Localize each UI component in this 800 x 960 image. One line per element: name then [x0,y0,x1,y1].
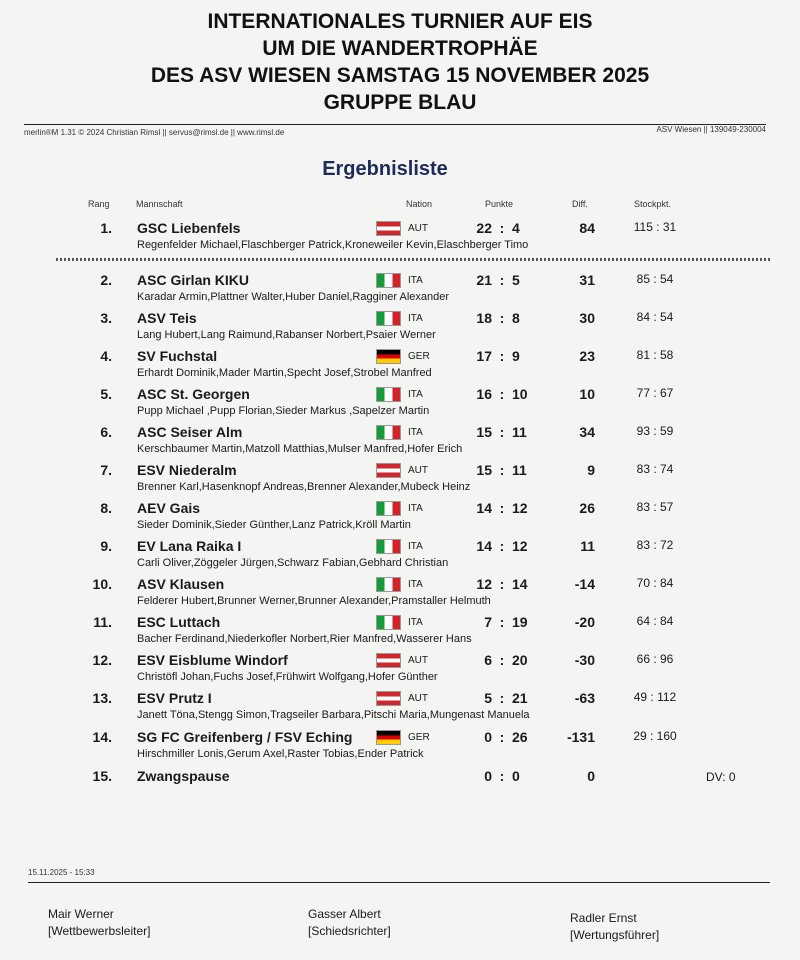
ita-flag-icon [376,501,401,516]
points-separator: : [499,348,505,364]
rank-cell: 14. [92,729,112,745]
player-list: Sieder Dominik,Sieder Günther,Lanz Patrick,Kröll Martin [137,519,411,531]
diff-cell: -63 [574,690,595,706]
diff-cell: 11 [580,538,595,554]
nation-code: GER [408,351,430,362]
diff-cell: 84 [579,220,595,236]
rank-cell: 13. [92,690,112,706]
diff-cell: 0 [587,768,595,784]
ger-flag-icon [376,730,401,745]
ita-flag-icon [376,615,401,630]
ita-flag-icon [376,311,401,326]
signature-role: [Wettbewerbsleiter] [48,924,151,938]
stock-points-cell: 64 : 84 [636,614,674,628]
points-lost: 21 [512,690,528,706]
ita-flag-icon [376,577,401,592]
points-won: 14 [476,538,492,554]
team-name: AEV Gais [137,500,201,516]
table-row [0,729,800,767]
points-lost: 8 [512,310,520,326]
rank-cell: 10. [92,576,112,592]
table-row [0,652,800,690]
points-lost: 19 [512,614,528,630]
player-list: Lang Hubert,Lang Raimund,Rabanser Norbert,Psaier Werner [137,329,436,341]
points-lost: 9 [512,348,520,364]
points-separator: : [499,729,505,745]
diff-cell: 34 [579,424,595,440]
stock-points-cell: 83 : 57 [636,500,674,514]
stock-points-cell: 85 : 54 [636,272,674,286]
signature-name: Radler Ernst [570,911,637,925]
rank-cell: 6. [100,424,112,440]
rank-cell: 12. [92,652,112,668]
points-separator: : [499,220,505,236]
rank-cell: 5. [100,386,112,402]
player-list: Erhardt Dominik,Mader Martin,Specht Josef,Strobel Manfred [137,367,432,379]
player-list: Brenner Karl,Hasenknopf Andreas,Brenner Alexander,Mubeck Heinz [137,481,471,493]
points-lost: 12 [512,500,528,516]
diff-cell: 26 [579,500,595,516]
player-list: Carli Oliver,Zöggeler Jürgen,Schwarz Fabian,Gebhard Christian [137,557,449,569]
leader-separator [56,258,772,261]
aut-flag-icon [376,691,401,706]
nation-code: ITA [408,389,423,400]
table-row [0,500,800,538]
points-won: 6 [484,652,492,668]
team-name: GSC Liebenfels [137,220,241,236]
table-row [0,576,800,614]
stock-points-cell: 115 : 31 [633,220,677,234]
stock-points-cell: 49 : 112 [633,690,677,704]
points-separator: : [499,614,505,630]
player-list: Kerschbaumer Martin,Matzoll Matthias,Mulser Manfred,Hofer Erich [137,443,463,455]
rank-cell: 4. [100,348,112,364]
points-lost: 5 [512,272,520,288]
points-separator: : [499,652,505,668]
rank-cell: 11. [93,614,112,630]
diff-cell: -14 [574,576,595,592]
ita-flag-icon [376,539,401,554]
table-row [0,348,800,386]
player-list: Felderer Hubert,Brunner Werner,Brunner Alexander,Pramstaller Helmuth [137,595,491,607]
document-title [0,8,800,116]
points-separator: : [499,576,505,592]
column-header-team: Mannschaft [136,199,183,209]
diff-cell: 31 [579,272,595,288]
signature-name: Mair Werner [48,907,114,921]
aut-flag-icon [376,221,401,236]
table-row [0,462,800,500]
ger-flag-icon [376,349,401,364]
aut-flag-icon [376,463,401,478]
ita-flag-icon [376,387,401,402]
diff-cell: 9 [587,462,595,478]
points-separator: : [499,500,505,516]
player-list: Regenfelder Michael,Flaschberger Patrick,Kroneweiler Kevin,Elaschberger Timo [137,239,529,251]
stock-points-cell: 81 : 58 [636,348,674,362]
signature-role: [Schiedsrichter] [308,924,391,938]
team-name: ASC Girlan KIKU [137,272,250,288]
nation-code: ITA [408,275,423,286]
column-header-stock-points: Stockpkt. [634,199,672,209]
points-won: 17 [476,348,492,364]
team-name: ASC Seiser Alm [137,424,243,440]
table-row [0,768,800,806]
points-lost: 10 [512,386,528,402]
nation-code: ITA [408,579,423,590]
diff-cell: 30 [579,310,595,326]
points-separator: : [499,424,505,440]
team-name: SV Fuchstal [137,348,218,364]
team-name: ASV Teis [137,310,197,326]
signature-block-referee [308,906,391,940]
points-won: 14 [476,500,492,516]
stock-points-cell: 77 : 67 [636,386,674,400]
title-line-3: DES ASV WIESEN SAMSTAG 15 NOVEMBER 2025 [150,64,650,87]
team-name: ESV Prutz I [137,690,212,706]
player-list: Janett Töna,Stengg Simon,Tragseiler Barbara,Pitschi Maria,Mungenast Manuela [137,709,530,721]
rank-cell: 8. [100,500,112,516]
table-row [0,690,800,728]
print-timestamp: 15.11.2025 - 15:33 [28,868,95,877]
stock-points-cell: 29 : 160 [633,729,677,743]
points-separator: : [499,272,505,288]
table-row [0,220,800,258]
points-separator: : [499,462,505,478]
diff-cell: -30 [574,652,595,668]
stock-points-cell: 93 : 59 [636,424,674,438]
points-lost: 26 [512,729,528,745]
column-header-points: Punkte [485,199,514,209]
team-name: EV Lana Raika I [137,538,242,554]
diff-cell: 23 [579,348,595,364]
diff-cell: -20 [574,614,595,630]
points-won: 18 [476,310,492,326]
nation-code: ITA [408,617,423,628]
nation-code: AUT [408,223,428,234]
table-row [0,424,800,462]
table-row [0,386,800,424]
nation-code: ITA [408,541,423,552]
ita-flag-icon [376,425,401,440]
points-won: 7 [484,614,492,630]
ita-flag-icon [376,273,401,288]
player-list: Hirschmiller Lonis,Gerum Axel,Raster Tobias,Ender Patrick [137,748,424,760]
team-name: ASV Klausen [137,576,225,592]
dv-cell: DV: 0 [706,770,736,784]
title-line-2: UM DIE WANDERTROPHÄE [262,37,538,60]
diff-cell: -131 [566,729,595,745]
points-won: 0 [484,768,492,784]
nation-code: ITA [408,427,423,438]
rank-cell: 7. [100,462,112,478]
club-id: ASV Wiesen || 139049-230004 [656,125,766,134]
points-won: 5 [484,690,492,706]
team-name: ESC Luttach [137,614,221,630]
rank-cell: 9. [100,538,112,554]
nation-code: AUT [408,465,428,476]
rank-cell: 3. [100,310,112,326]
stock-points-cell: 70 : 84 [636,576,674,590]
player-list: Karadar Armin,Plattner Walter,Huber Daniel,Ragginer Alexander [137,291,450,303]
diff-cell: 10 [579,386,595,402]
nation-code: AUT [408,655,428,666]
signature-block-scorekeeper [570,910,659,944]
points-separator: : [499,310,505,326]
points-lost: 0 [512,768,520,784]
software-credit: merlin®M 1.31 © 2024 Christian Rimsl || servus@rimsl.de || www.rimsl.de [24,128,285,137]
points-lost: 4 [512,220,520,236]
aut-flag-icon [376,653,401,668]
table-row [0,272,800,310]
signature-block-competition-leader [48,906,151,940]
signature-role: [Wertungsführer] [570,928,660,942]
player-list: Bacher Ferdinand,Niederkofler Norbert,Rier Manfred,Wasserer Hans [137,633,472,645]
stock-points-cell: 83 : 72 [636,538,674,552]
points-lost: 12 [512,538,528,554]
points-separator: : [499,386,505,402]
team-name: ESV Niederalm [137,462,237,478]
points-won: 12 [476,576,492,592]
stock-points-cell: 84 : 54 [636,310,674,324]
rank-cell: 2. [100,272,112,288]
column-header-rank: Rang [88,199,110,209]
nation-code: ITA [408,503,423,514]
table-row [0,614,800,652]
points-won: 16 [476,386,492,402]
player-list: Christöfl Johan,Fuchs Josef,Frühwirt Wolfgang,Hofer Günther [137,671,438,683]
column-header-diff: Diff. [572,199,588,209]
stock-points-cell: 83 : 74 [636,462,674,476]
team-name: ASC St. Georgen [137,386,250,402]
results-list-title: Ergebnisliste [322,158,448,180]
points-lost: 20 [512,652,528,668]
points-separator: : [499,538,505,554]
points-won: 15 [476,424,492,440]
points-won: 0 [484,729,492,745]
points-won: 15 [476,462,492,478]
nation-code: GER [408,732,430,743]
team-name: Zwangspause [137,768,230,784]
team-name: ESV Eisblume Windorf [137,652,288,668]
team-name: SG FC Greifenberg / FSV Eching [137,729,353,745]
signature-divider [28,882,770,883]
stock-points-cell: 66 : 96 [636,652,674,666]
points-lost: 11 [512,462,527,478]
nation-code: AUT [408,693,428,704]
nation-code: ITA [408,313,423,324]
signature-name: Gasser Albert [308,907,381,921]
points-won: 22 [476,220,492,236]
title-line-4: GRUPPE BLAU [323,91,477,114]
header-divider [24,124,766,125]
table-row [0,310,800,348]
points-separator: : [499,690,505,706]
points-lost: 14 [512,576,528,592]
rank-cell: 1. [100,220,112,236]
table-row [0,538,800,576]
column-header-nation: Nation [406,199,433,209]
player-list: Pupp Michael ,Pupp Florian,Sieder Markus ,Sapelzer Martin [137,405,430,417]
points-separator: : [499,768,505,784]
rank-cell: 15. [92,768,112,784]
points-won: 21 [476,272,492,288]
title-line-1: INTERNATIONALES TURNIER AUF EIS [207,10,593,33]
points-lost: 11 [512,424,527,440]
